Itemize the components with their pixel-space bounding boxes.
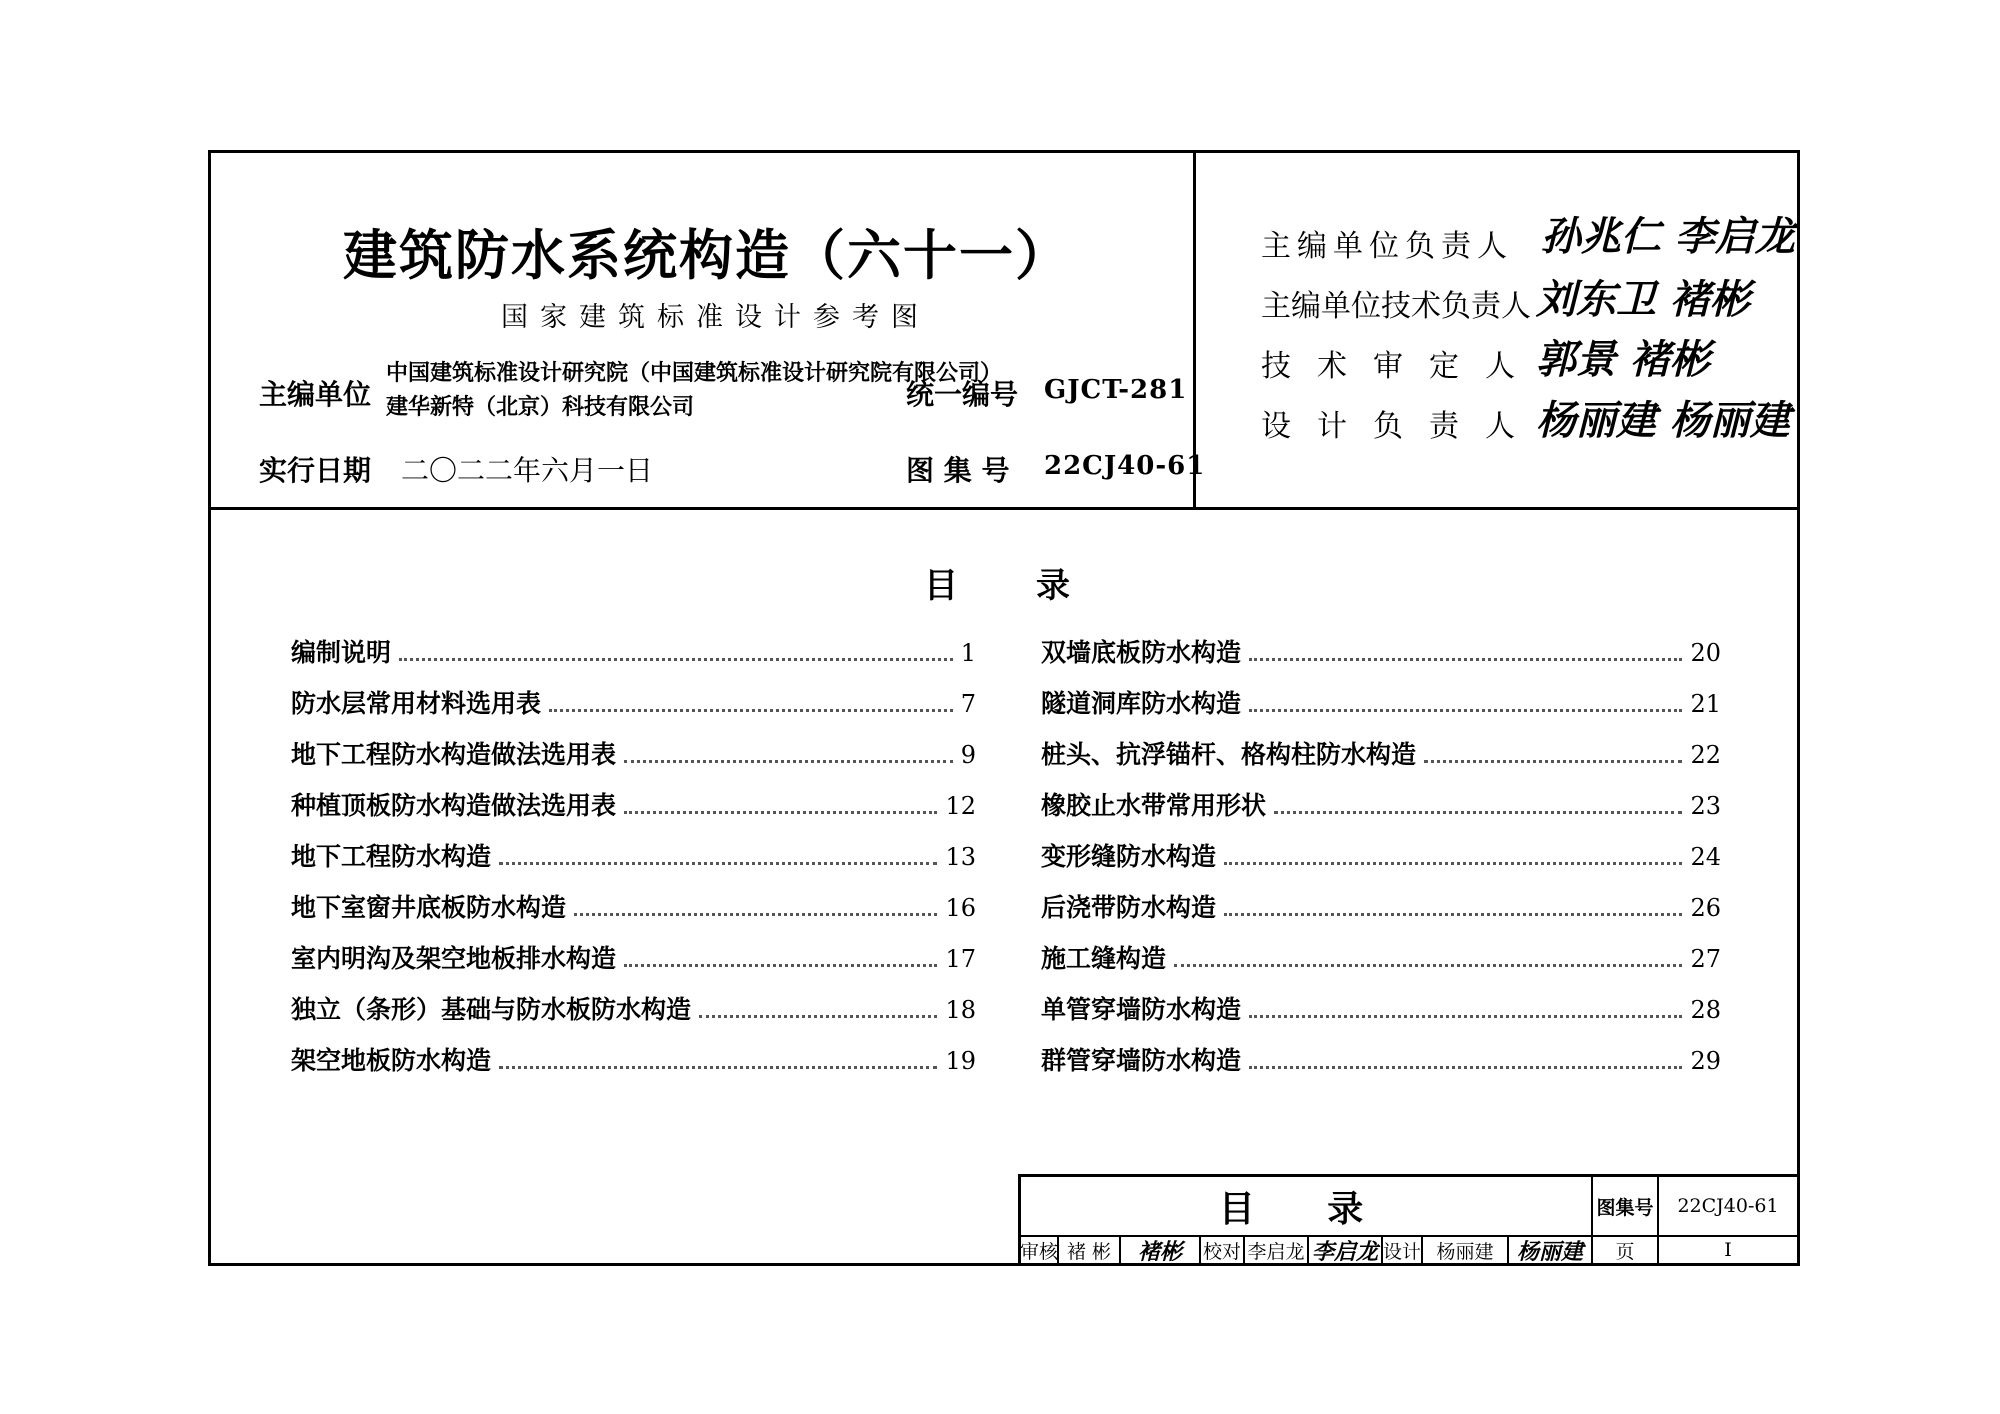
code-label: 统一编号: [906, 378, 1019, 411]
leader-dots: [1424, 760, 1682, 763]
toc-entry-title: 编制说明: [291, 638, 392, 667]
check-label: 校对: [1201, 1237, 1245, 1263]
toc-title: 目录: [924, 566, 1148, 606]
toc-entry-title: 双墙底板防水构造: [1041, 638, 1242, 667]
toc-entry-page: 21: [1690, 690, 1721, 718]
sheet-title: 目 录: [1021, 1177, 1593, 1235]
toc-entry-title: 橡胶止水带常用形状: [1041, 791, 1267, 820]
header-horizontal-divider: [211, 507, 1797, 510]
toc-entry-page: 24: [1690, 843, 1721, 871]
role-design-head: 设计负责人: [1261, 409, 1541, 444]
role-technical-approver: 技术审定人: [1261, 349, 1541, 384]
leader-dots: [499, 862, 937, 865]
toc-entry[interactable]: [1041, 684, 1721, 720]
signature-design-head: 杨丽建 杨丽建: [1536, 397, 1790, 444]
leader-dots: [1249, 1015, 1682, 1018]
toc-entry-title: 后浇带防水构造: [1041, 893, 1217, 922]
signature-technical-approver: 郭景 褚彬: [1536, 336, 1710, 383]
toc-entry-page: 29: [1690, 1047, 1721, 1075]
check-name: 李启龙: [1245, 1237, 1309, 1263]
atlas-subtitle: 国家建筑标准设计参考图: [501, 302, 930, 333]
atlas-title: 建筑防水系统构造（六十一）: [343, 224, 1071, 287]
design-name: 杨丽建: [1423, 1237, 1509, 1263]
editor-unit-2: 建华新特（北京）科技有限公司: [386, 394, 695, 420]
code-value: GJCT-281: [1044, 375, 1188, 405]
leader-dots: [1274, 811, 1682, 814]
toc-entry-title: 防水层常用材料选用表: [291, 689, 542, 718]
atlas-number-label: 图 集 号: [906, 454, 1010, 487]
tb-atlas-value: 22CJ40-61: [1677, 1195, 1779, 1217]
leader-dots: [574, 913, 937, 916]
review-label: 审核: [1021, 1237, 1059, 1263]
toc-entry[interactable]: [291, 633, 976, 669]
toc-entry-title: 变形缝防水构造: [1041, 842, 1217, 871]
page-number: I: [1724, 1239, 1732, 1261]
design-signature: 杨丽建: [1509, 1237, 1593, 1263]
toc-entry-title: 施工缝构造: [1041, 944, 1167, 973]
leader-dots: [399, 658, 953, 661]
toc-entry-title: 群管穿墙防水构造: [1041, 1046, 1242, 1075]
toc-entry-title: 隧道洞库防水构造: [1041, 689, 1242, 718]
signature-chief-unit-tech-head: 刘东卫 褚彬: [1536, 276, 1750, 323]
toc-entry[interactable]: [1041, 786, 1721, 822]
toc-entry-page: 19: [945, 1047, 976, 1075]
drawing-frame: [208, 150, 1800, 1266]
toc-entry-title: 地下室窗井底板防水构造: [291, 893, 567, 922]
toc-entry-page: 12: [945, 792, 976, 820]
role-chief-unit-head: 主编单位负责人: [1261, 229, 1513, 264]
toc-entry-page: 26: [1690, 894, 1721, 922]
toc-entry-title: 架空地板防水构造: [291, 1046, 492, 1075]
leader-dots: [624, 811, 937, 814]
toc-entry-title: 独立（条形）基础与防水板防水构造: [291, 995, 692, 1024]
toc-entry-page: 7: [960, 690, 976, 718]
toc-entry[interactable]: [1041, 837, 1721, 873]
toc-entry-title: 单管穿墙防水构造: [1041, 995, 1242, 1024]
title-block: [1018, 1174, 1797, 1263]
leader-dots: [499, 1066, 937, 1069]
leader-dots: [1224, 862, 1682, 865]
title-block-row-2: [1021, 1237, 1797, 1263]
toc-entry-page: 20: [1690, 639, 1721, 667]
editor-label: 主编单位: [259, 378, 372, 411]
date-value: 二〇二二年六月一日: [401, 454, 654, 487]
toc-entry[interactable]: [291, 837, 976, 873]
toc-entry-page: 22: [1690, 741, 1721, 769]
review-name: 褚 彬: [1059, 1237, 1121, 1263]
toc-entry[interactable]: [1041, 990, 1721, 1026]
atlas-number-value: 22CJ40-61: [1044, 451, 1206, 481]
toc-entry-page: 13: [945, 843, 976, 871]
toc-entry-title: 种植顶板防水构造做法选用表: [291, 791, 617, 820]
toc-entry-page: 28: [1690, 996, 1721, 1024]
tb-atlas-label: 图集号: [1593, 1177, 1659, 1235]
check-signature: 李启龙: [1309, 1237, 1383, 1263]
leader-dots: [1249, 709, 1682, 712]
toc-entry-title: 室内明沟及架空地板排水构造: [291, 944, 617, 973]
leader-dots: [699, 1015, 937, 1018]
leader-dots: [549, 709, 953, 712]
review-signature: 褚彬: [1121, 1237, 1201, 1263]
signature-chief-unit-head: 孙兆仁 李启龙: [1541, 213, 1795, 260]
toc-entry[interactable]: [1041, 939, 1721, 975]
toc-entry-page: 18: [945, 996, 976, 1024]
leader-dots: [1224, 913, 1682, 916]
leader-dots: [624, 964, 937, 967]
toc-entry[interactable]: [1041, 888, 1721, 924]
toc-entry-title: 地下工程防水构造做法选用表: [291, 740, 617, 769]
toc-entry-page: 1: [960, 639, 976, 667]
toc-entry-title: 地下工程防水构造: [291, 842, 492, 871]
leader-dots: [624, 760, 953, 763]
toc-entry[interactable]: [291, 939, 976, 975]
toc-entry[interactable]: [291, 735, 976, 771]
leader-dots: [1249, 1066, 1682, 1069]
leader-dots: [1174, 964, 1682, 967]
toc-entry[interactable]: [291, 990, 976, 1026]
design-label: 设计: [1383, 1237, 1423, 1263]
toc-entry-page: 16: [945, 894, 976, 922]
date-label: 实行日期: [259, 454, 372, 487]
toc-entry[interactable]: [291, 1041, 976, 1077]
editor-unit-1: 中国建筑标准设计研究院（中国建筑标准设计研究院有限公司）: [386, 360, 1003, 386]
toc-entry[interactable]: [291, 786, 976, 822]
page-label: 页: [1593, 1237, 1659, 1263]
toc-entry[interactable]: [1041, 1041, 1721, 1077]
leader-dots: [1249, 658, 1682, 661]
toc-entry-page: 17: [945, 945, 976, 973]
toc-entry[interactable]: [1041, 735, 1721, 771]
toc-entry[interactable]: [291, 684, 976, 720]
title-block-row-1: [1021, 1177, 1797, 1237]
toc-entry[interactable]: [1041, 633, 1721, 669]
toc-entry-page: 27: [1690, 945, 1721, 973]
role-chief-unit-tech-head: 主编单位技术负责人: [1261, 289, 1531, 324]
toc-entry-page: 23: [1690, 792, 1721, 820]
toc-entry-page: 9: [960, 741, 976, 769]
toc-entry[interactable]: [291, 888, 976, 924]
toc-entry-title: 桩头、抗浮锚杆、格构柱防水构造: [1041, 740, 1417, 769]
